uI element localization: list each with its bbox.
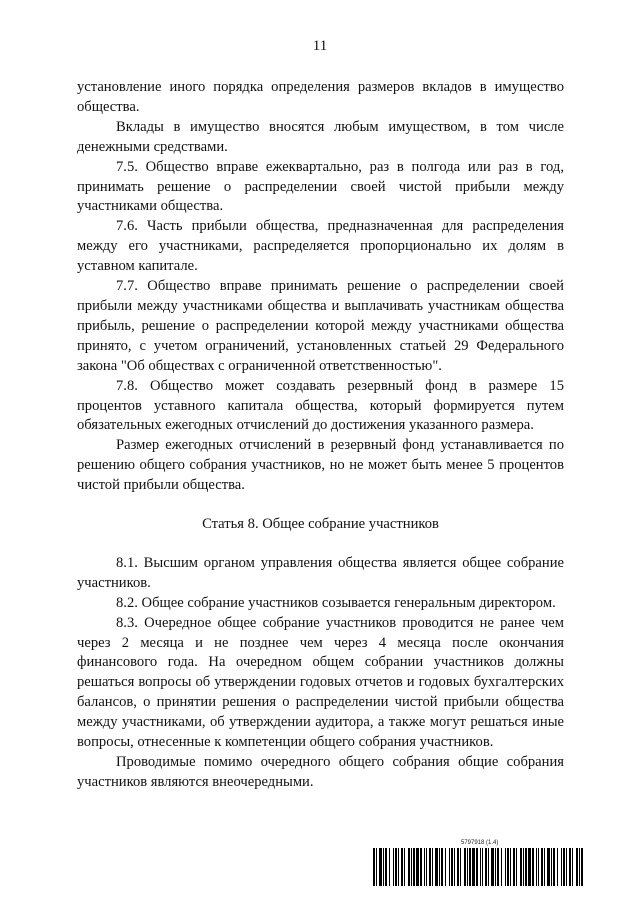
paragraph-8-2: 8.2. Общее собрание участников созывается генеральным директором. bbox=[116, 594, 556, 611]
paragraph-7-8: 7.8. Общество может создавать резервный фонд в размере 15 процентов уставного капитала общества, который формируется путем обязательных ежегодных отчислений до достижения указанного размера. bbox=[77, 377, 564, 434]
barcode-icon bbox=[373, 848, 584, 886]
document-body bbox=[77, 78, 564, 793]
paragraph: установление иного порядка определения размеров вкладов в имущество общества. bbox=[77, 79, 564, 115]
section-heading: Статья 8. Общее собрание участников bbox=[202, 516, 439, 533]
paragraph-7-5: 7.5. Общество вправе ежеквартально, раз в полгода или раз в год, принимать решение о распределении своей чистой прибыли между участниками общества. bbox=[77, 158, 564, 215]
paragraph: Размер ежегодных отчислений в резервный фонд устанавливается по решению общего собрания участников, но не может быть менее 5 процентов чистой прибыли общества. bbox=[77, 437, 564, 494]
paragraph-7-6: 7.6. Часть прибыли общества, предназначенная для распределения между его участниками, распределяется пропорционально их долям в уставном капитале. bbox=[77, 218, 564, 275]
stamp-code: 5797918 (1.4) bbox=[461, 840, 499, 846]
paragraph-8-3: 8.3. Очередное общее собрание участников проводится не ранее чем через 2 месяца и не позднее чем через 4 месяца после окончания финансового года. На очередном общем собрании участников должны решаться вопросы об утверждении годовых отчетов и годовых бухгалтерских балансов, о принятии решения о распределении чистой прибыли общества между участниками, об утверждении аудитора, а также могут решаться иные вопросы, отнесенные к компетенции общего собрания участников. bbox=[77, 614, 564, 751]
paragraph: Вклады в имущество вносятся любым имуществом, в том числе денежными средствами. bbox=[77, 118, 564, 155]
paragraph: Проводимые помимо очередного общего собрания общие собрания участников являются внеочередными. bbox=[77, 754, 564, 790]
paragraph-7-7: 7.7. Общество вправе принимать решение о распределении своей прибыли между участниками общества и выплачивать участникам общества прибыль, решение о распределении которой между участниками общества принято, с учетом ограничений, установленных статьей 29 Федерального закона "Об обществах с ограниченной ответственностью". bbox=[77, 278, 564, 374]
page-number: 11 bbox=[312, 38, 328, 54]
paragraph-8-1: 8.1. Высшим органом управления общества является общее собрание участников. bbox=[77, 554, 564, 591]
